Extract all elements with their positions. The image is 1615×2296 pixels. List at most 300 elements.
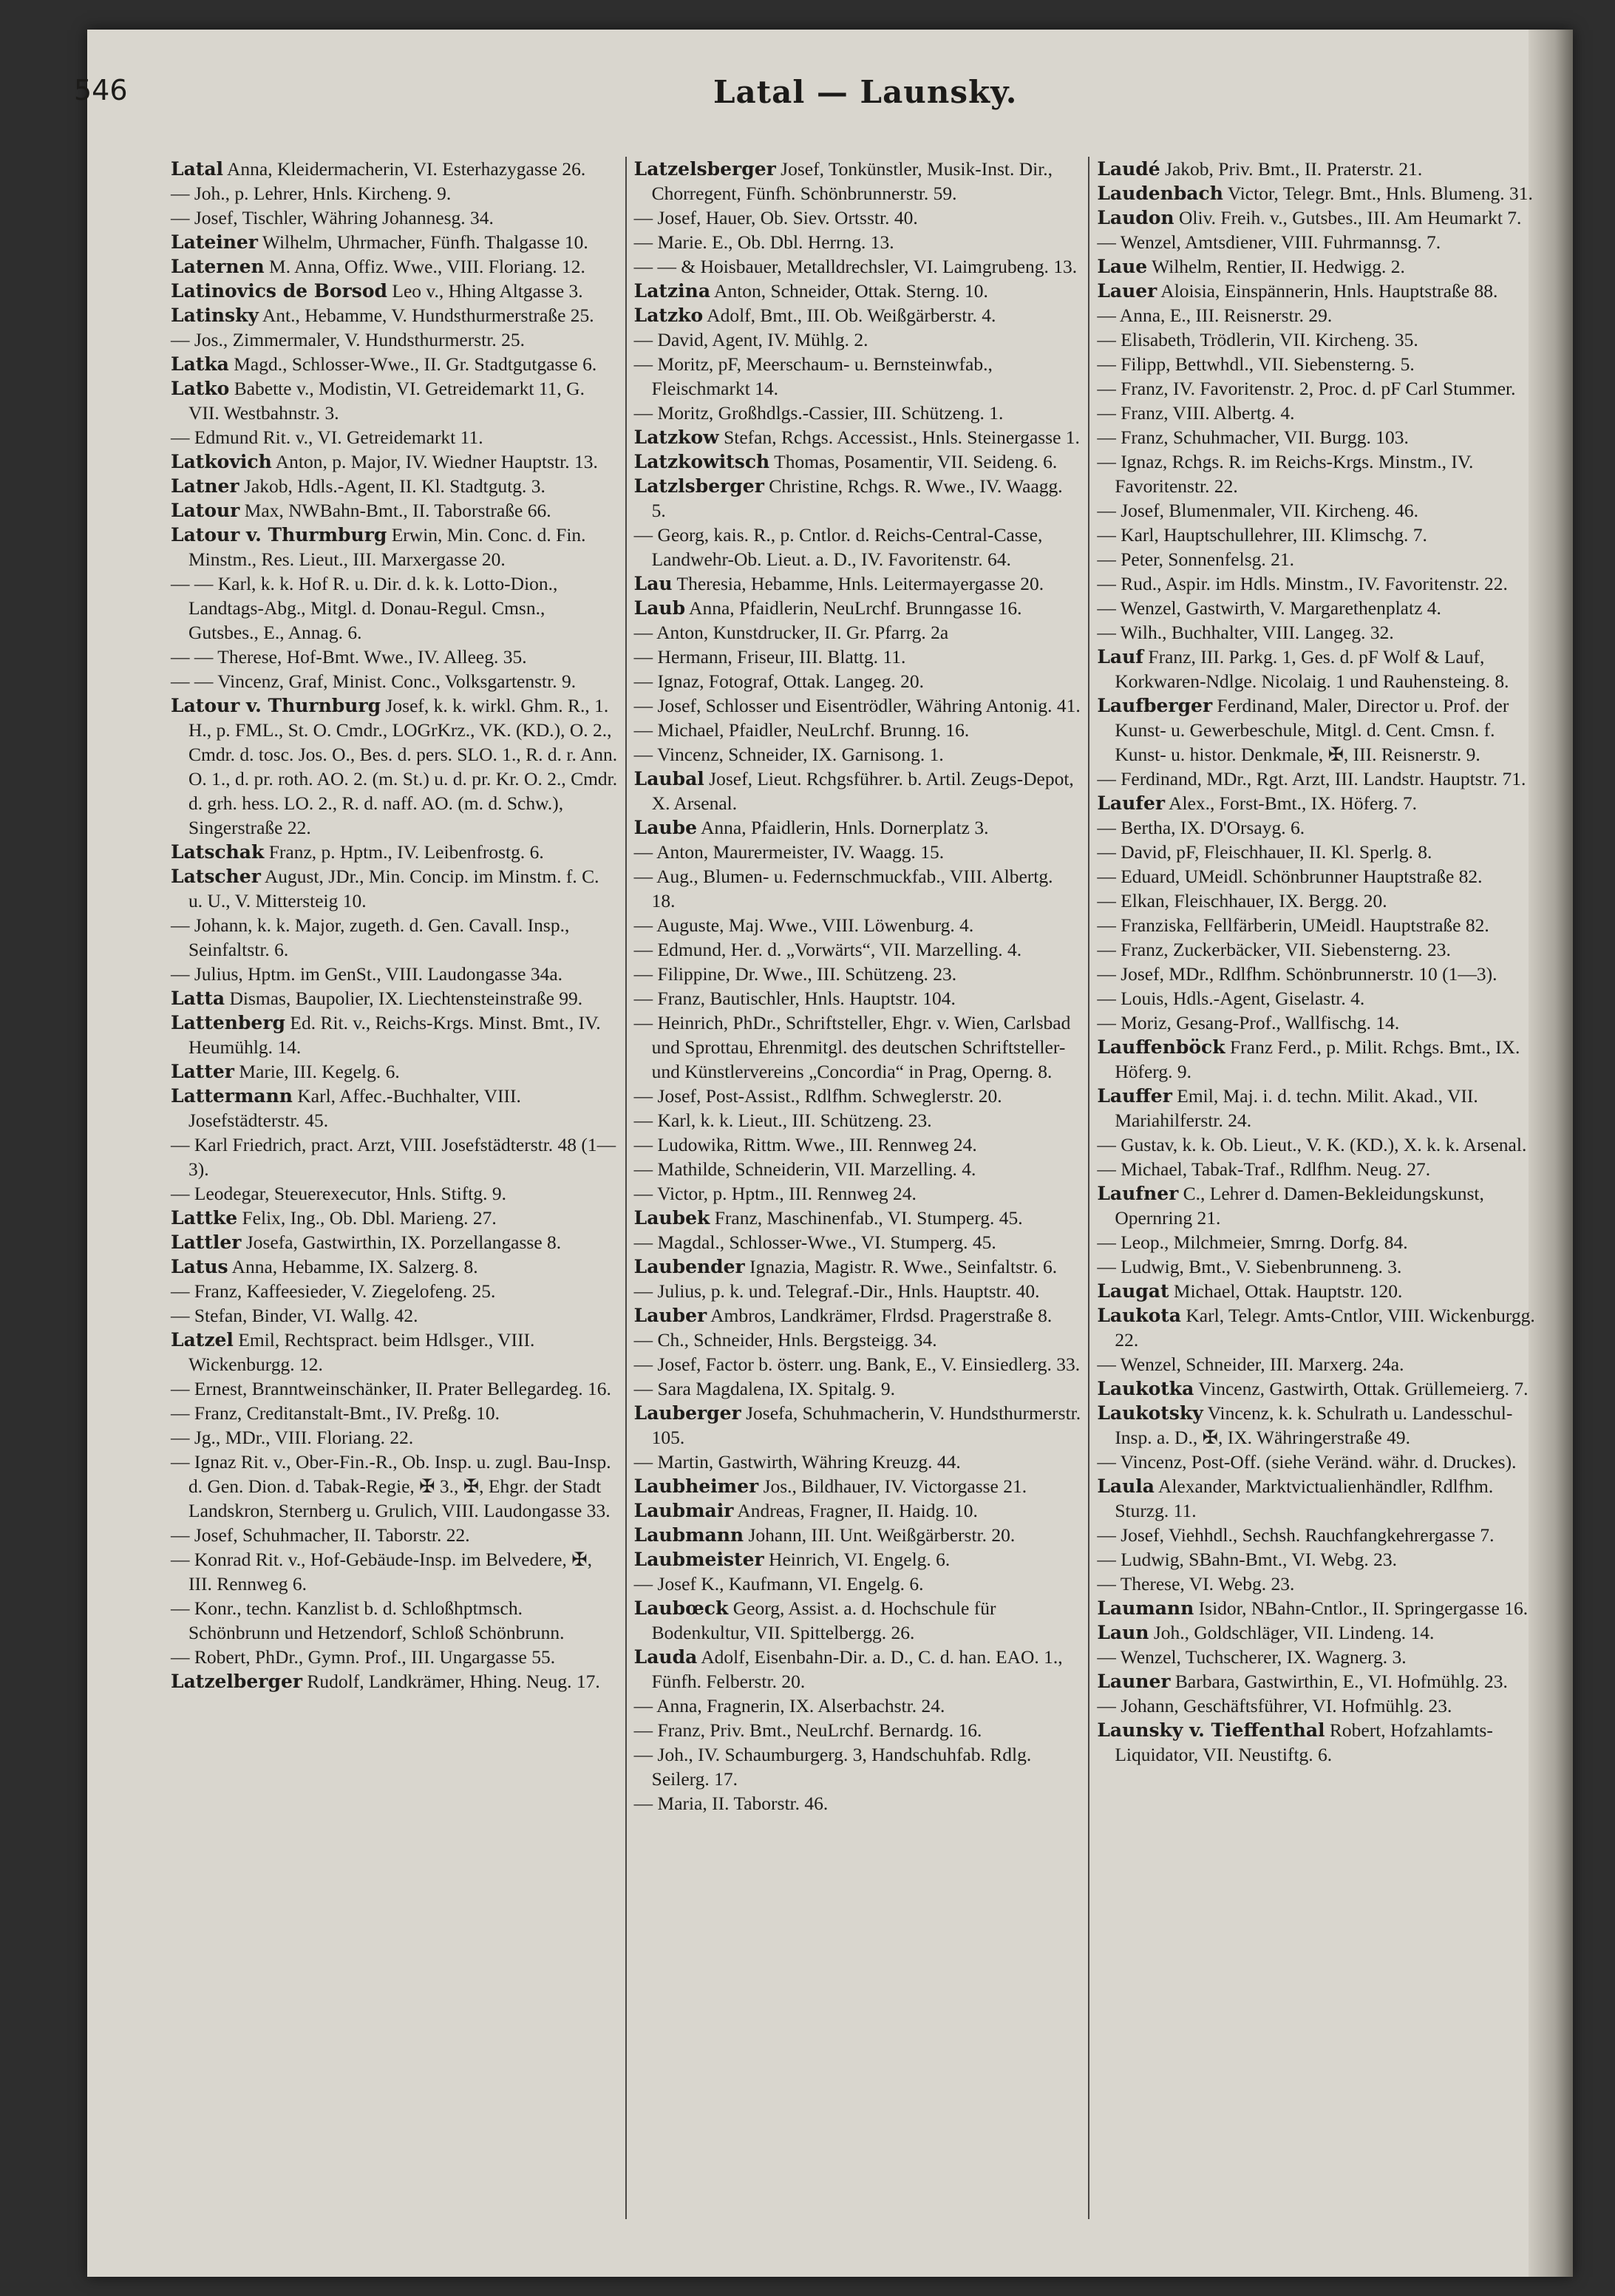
directory-entry [634,279,1081,303]
entry-details: — Franz, Creditanstalt-Bmt., IV. Preßg. 10. [171,1402,500,1424]
directory-entry [1097,767,1544,791]
entry-surname: Latka [171,353,229,375]
entry-details: — Gustav, k. k. Ob. Lieut., V. K. (KD.), X. k. k. Arsenal. [1097,1134,1527,1155]
column-left [166,157,622,2219]
directory-entry [634,474,1081,523]
entry-details: Franz Ferd., p. Milit. Rchgs. Bmt., IX. Höferg. 9. [1115,1036,1520,1082]
entry-details: — Franz, Priv. Bmt., NeuLrchf. Bernardg. 16. [633,1719,982,1741]
entry-surname: Laubender [633,1256,745,1277]
entry-details: Jakob, Hdls.-Agent, II. Kl. Stadtgutg. 3. [239,475,545,497]
page-header [74,74,1523,126]
entry-surname: Laue [1097,256,1148,277]
directory-entry [1097,1254,1544,1279]
directory-entry [171,279,618,303]
directory-entry [1097,230,1544,254]
entry-details: Jakob, Priv. Bmt., II. Praterstr. 21. [1160,158,1423,180]
directory-entry [634,1230,1081,1254]
directory-entry [634,206,1081,230]
entry-details: Max, NWBahn-Bmt., II. Taborstraße 66. [239,500,551,521]
entry-surname: Laubmair [633,1500,734,1521]
entry-surname: Laubek [633,1207,710,1229]
directory-entry [634,937,1081,962]
directory-entry [1097,1376,1544,1401]
entry-details: Adolf, Bmt., III. Ob. Weißgärberstr. 4. [703,305,996,326]
directory-entry [634,1084,1081,1108]
directory-entry [171,157,618,181]
entry-surname: Latinovics de Borsod [171,280,387,302]
directory-entry [1097,864,1544,889]
directory-entry [634,669,1081,693]
entry-surname: Lauffer [1097,1085,1172,1107]
entry-details: — Jg., MDr., VIII. Floriang. 22. [171,1427,414,1448]
entry-details: Emil, Rechtspract. beim Hdlsger., VIII. Wickenburgg. 12. [188,1329,535,1375]
entry-details: — — Karl, k. k. Hof R. u. Dir. d. k. k. Lotto-Dion., Landtags-Abg., Mitgl. d. Donau-Regul. Cmsn., Gutsbes., E., Annag. 6. [171,573,558,643]
directory-entry [634,1376,1081,1401]
entry-details: — Josef, Viehhdl., Sechsh. Rauchfangkehrergasse 7. [1097,1524,1495,1546]
directory-entry [171,1084,618,1132]
entry-details: — Louis, Hdls.-Agent, Giselastr. 4. [1097,988,1365,1009]
entry-details: — Karl, Hauptschullehrer, III. Klimschg. 7. [1097,524,1427,546]
entry-details: — Filipp, Bettwhdl., VII. Siebensterng. 5. [1097,353,1415,375]
entry-details: Karl, Affec.-Buchhalter, VIII. Josefstädterstr. 45. [188,1085,521,1131]
column-divider [1088,157,1089,2219]
directory-entry [634,523,1081,571]
directory-entry [634,1352,1081,1376]
entry-details: Josef, Tonkünstler, Musik-Inst. Dir., Chorregent, Fünfh. Schönbrunnerstr. 59. [651,158,1053,204]
entry-details: — Ludwig, Bmt., V. Siebenbrunneng. 3. [1097,1256,1402,1277]
entry-surname: Latscher [171,866,261,887]
entry-details: Wilhelm, Rentier, II. Hedwigg. 2. [1147,256,1405,277]
entry-surname: Latzkowitsch [633,451,770,472]
entry-details: — Franz, VIII. Albertg. 4. [1097,402,1295,424]
entry-surname: Latus [171,1256,228,1277]
directory-entry [1097,352,1544,376]
entry-details: Ambros, Landkrämer, Flrdsd. Pragerstraße 8. [707,1305,1053,1326]
entry-details: Barbara, Gastwirthin, E., VI. Hofmühlg. 23. [1170,1671,1508,1692]
entry-surname: Latschak [171,841,265,863]
entry-surname: Latour v. Thurnburg [171,695,381,716]
entry-details: — Josef K., Kaufmann, VI. Engelg. 6. [633,1573,924,1594]
entry-surname: Laumann [1097,1597,1194,1619]
entry-details: — Josef, Schlosser und Eisentrödler, Währing Antonig. 41. [633,695,1081,716]
directory-entry [634,815,1081,840]
directory-entry [1097,840,1544,864]
entry-details: Ed. Rit. v., Reichs-Krgs. Minst. Bmt., IV. Heumühlg. 14. [188,1012,601,1058]
entry-details: — Julius, p. k. und. Telegraf.-Dir., Hnls. Hauptstr. 40. [633,1280,1040,1302]
directory-entry [1097,620,1544,645]
entry-surname: Launsky v. Tieffenthal [1097,1719,1325,1741]
directory-entry [634,254,1081,279]
directory-entry [171,1303,618,1328]
entry-surname: Laukota [1097,1305,1182,1326]
directory-entry [634,1254,1081,1279]
entry-details: — Edmund Rit. v., VI. Getreidemarkt 11. [171,427,483,448]
directory-entry [1097,1157,1544,1181]
entry-details: Marie, III. Kegelg. 6. [234,1061,400,1082]
entry-details: — Jos., Zimmermaler, V. Hundsthurmerstr. 25. [171,329,525,350]
directory-entry [1097,1035,1544,1084]
entry-details: — Leodegar, Steuerexecutor, Hnls. Stiftg. 9. [171,1183,507,1204]
entry-details: — Karl Friedrich, pract. Arzt, VIII. Josefstädterstr. 48 (1—3). [171,1134,616,1180]
directory-entry [634,1498,1081,1523]
entry-details: — Moritz, pF, Meerschaum- u. Bernsteinwfab., Fleischmarkt 14. [633,353,993,399]
directory-entry [171,1547,618,1596]
directory-entry [634,986,1081,1011]
directory-entry [1097,1669,1544,1694]
directory-entry [171,962,618,986]
entry-details: — — & Hoisbauer, Metalldrechsler, VI. Laimgrubeng. 13. [633,256,1078,277]
entry-details: Joh., Goldschläger, VII. Lindeng. 14. [1149,1622,1435,1643]
entry-details: — Anna, Fragnerin, IX. Alserbachstr. 24. [633,1695,945,1716]
directory-entry [1097,449,1544,498]
directory-entry [634,1132,1081,1157]
entry-details: — Johann, k. k. Major, zugeth. d. Gen. Cavall. Insp., Seinfaltstr. 6. [171,914,570,960]
directory-entry [634,620,1081,645]
entry-details: Georg, Assist. a. d. Hochschule für Bodenkultur, VII. Spittelbergg. 26. [651,1597,996,1643]
entry-details: — Elisabeth, Trödlerin, VII. Kircheng. 35. [1097,329,1418,350]
directory-entry [634,1108,1081,1132]
entry-details: — Leop., Milchmeier, Smrng. Dorfg. 84. [1097,1232,1408,1253]
entry-surname: Laufner [1097,1183,1179,1204]
directory-entry [171,1450,618,1523]
entry-details: — Ludwig, SBahn-Bmt., VI. Webg. 23. [1097,1549,1398,1570]
directory-entry [171,1523,618,1547]
directory-entry [1097,1450,1544,1474]
directory-entry [1097,1084,1544,1132]
entry-details: — Moritz, Großhdlgs.-Cassier, III. Schützeng. 1. [633,402,1004,424]
directory-entry [1097,1352,1544,1376]
directory-entry [171,1401,618,1425]
entry-details: — Sara Magdalena, IX. Spitalg. 9. [633,1378,896,1399]
directory-entry [171,1645,618,1669]
directory-entry [171,449,618,474]
directory-entry [1097,645,1544,693]
entry-details: — Franz, Bautischler, Hnls. Hauptstr. 104. [633,988,956,1009]
entry-details: Ant., Hebamme, V. Hundsthurmerstraße 25. [258,305,594,326]
directory-entry [1097,962,1544,986]
entry-details: — Wenzel, Schneider, III. Marxerg. 24a. [1097,1354,1404,1375]
directory-entry [171,1376,618,1401]
directory-entry [171,230,618,254]
entry-details: Josefa, Gastwirthin, IX. Porzellangasse 8. [241,1232,562,1253]
entry-details: Johann, III. Unt. Weißgärberstr. 20. [744,1524,1016,1546]
directory-entry [1097,279,1544,303]
entry-details: Victor, Telegr. Bmt., Hnls. Blumeng. 31. [1223,183,1533,204]
directory-entry [1097,1303,1544,1352]
directory-entry [1097,401,1544,425]
directory-entry [171,693,618,840]
directory-entry [171,425,618,449]
column-middle [630,157,1086,2219]
entry-surname: Latkovich [171,451,272,472]
entry-details: — Martin, Gastwirth, Währing Kreuzg. 44. [633,1451,961,1473]
entry-details: — David, pF, Fleischhauer, II. Kl. Sperlg. 8. [1097,841,1432,863]
directory-entry [171,1230,618,1254]
entry-details: — Ernest, Branntweinschänker, II. Prater Bellegardeg. 16. [171,1378,611,1399]
directory-entry [634,1523,1081,1547]
entry-details: — Wilh., Buchhalter, VIII. Langeg. 32. [1097,622,1394,643]
entry-surname: Lateiner [171,231,258,253]
entry-details: Franz, p. Hptm., IV. Leibenfrostg. 6. [264,841,544,863]
directory-entry [1097,1694,1544,1718]
directory-entry [1097,157,1544,181]
entry-surname: Laubal [633,768,704,789]
directory-entry [171,1181,618,1206]
directory-entry [634,327,1081,352]
entry-details: — Mathilde, Schneiderin, VII. Marzelling. 4. [633,1158,976,1180]
entry-details: — Franz, Schuhmacher, VII. Burgg. 103. [1097,427,1409,448]
directory-entry [171,498,618,523]
directory-entry [171,327,618,352]
directory-columns [166,157,1548,2219]
entry-details: — Franziska, Fellfärberin, UMeidl. Hauptstraße 82. [1097,914,1489,936]
directory-entry [1097,376,1544,401]
directory-entry [171,645,618,669]
entry-details: Josef, k. k. wirkl. Ghm. R., 1. H., p. FML., St. O. Cmdr., LOGrKrz., VK. (KD.), O. 2., Cmdr. d. tosc. Jos. O., Bes. d. pers. SLO. 1., R. d. r. Ann. O. 1., d. pr. roth. AO. 2. (m. St.) u. d. pr. Kr. O. 2., Cmdr. d. grh. hess. LO. 2., R. d. naff. AO. (m. d. Schw.), Singerstraße 22. [188,695,618,838]
entry-details: Michael, Ottak. Hauptstr. 120. [1169,1280,1403,1302]
directory-entry [634,449,1081,474]
entry-details: — Michael, Tabak-Traf., Rdlfhm. Neug. 27. [1097,1158,1431,1180]
entry-details: Josefa, Schuhmacherin, V. Hundsthurmerstr. 105. [651,1402,1081,1448]
directory-entry [171,1669,618,1694]
entry-details: — Georg, kais. R., p. Cntlor. d. Reichs-Central-Casse, Landwehr-Ob. Lieut. a. D., IV. Favoritenstr. 64. [633,524,1043,570]
directory-entry [171,352,618,376]
entry-details: Christine, Rchgs. R. Wwe., IV. Waagg. 5. [651,475,1063,521]
entry-surname: Latzina [633,280,711,302]
entry-surname: Laub [633,597,686,619]
entry-details: Dismas, Baupolier, IX. Liechtensteinstraße 99. [225,988,583,1009]
directory-entry [1097,693,1544,767]
entry-surname: Latta [171,988,225,1009]
column-divider [625,157,627,2219]
entry-surname: Latzel [171,1329,234,1351]
entry-surname: Lauda [633,1646,698,1668]
entry-details: — Marie. E., Ob. Dbl. Herrng. 13. [633,231,894,253]
entry-surname: Lauber [633,1305,707,1326]
entry-details: Anna, Pfaidlerin, Hnls. Dornerplatz 3. [697,817,989,838]
entry-surname: Lattke [171,1207,238,1229]
entry-surname: Laun [1097,1622,1149,1643]
directory-entry [171,1254,618,1279]
directory-entry [171,376,618,425]
directory-entry [634,1596,1081,1645]
entry-surname: Lattermann [171,1085,293,1107]
directory-entry [634,352,1081,401]
entry-surname: Lauer [1097,280,1157,302]
directory-entry [1097,913,1544,937]
entry-details: M. Anna, Offiz. Wwe., VIII. Floriang. 12. [264,256,585,277]
entry-details: Theresia, Hebamme, Hnls. Leitermayergasse 20. [672,573,1044,594]
entry-details: — Joh., IV. Schaumburgerg. 3, Handschuhfab. Rdlg. Seilerg. 17. [633,1744,1032,1790]
directory-entry [1097,937,1544,962]
directory-entry [171,1596,618,1645]
directory-entry [634,1474,1081,1498]
entry-surname: Laufberger [1097,695,1213,716]
entry-details: — Michael, Pfaidler, NeuLrchf. Brunng. 16. [633,719,970,741]
directory-entry [171,571,618,645]
entry-details: — Julius, Hptm. im GenSt., VIII. Laudongasse 34a. [171,963,563,985]
entry-details: Rudolf, Landkrämer, Hhing. Neug. 17. [302,1671,600,1692]
directory-entry [1097,791,1544,815]
entry-details: Stefan, Rchgs. Accessist., Hnls. Steinergasse 1. [718,427,1080,448]
directory-entry [634,767,1081,815]
directory-entry [171,1328,618,1376]
entry-details: — Ch., Schneider, Hnls. Bergsteigg. 34. [633,1329,937,1351]
entry-surname: Latzelsberger [633,158,776,180]
directory-entry [634,1328,1081,1352]
directory-entry [1097,1718,1544,1767]
entry-details: — Franz, Zuckerbäcker, VII. Siebensterng. 23. [1097,939,1451,960]
directory-entry [1097,303,1544,327]
directory-entry [1097,498,1544,523]
directory-entry [634,1694,1081,1718]
entry-details: — Ignaz, Fotograf, Ottak. Langeg. 20. [633,670,924,692]
directory-entry [634,840,1081,864]
directory-entry [171,523,618,571]
entry-details: Anton, p. Major, IV. Wiedner Hauptstr. 13. [271,451,598,472]
entry-details: — Vincenz, Schneider, IX. Garnisong. 1. [633,744,944,765]
entry-details: Oliv. Freih. v., Gutsbes., III. Am Heumarkt 7. [1174,207,1522,228]
entry-surname: Latzkow [633,427,719,448]
entry-details: — Karl, k. k. Lieut., III. Schützeng. 23. [633,1110,932,1131]
entry-details: — Moriz, Gesang-Prof., Wallfischg. 14. [1097,1012,1400,1033]
directory-entry [634,645,1081,669]
running-head: Latal — Launsky. [713,74,1018,110]
entry-details: Babette v., Modistin, VI. Getreidemarkt 11, G. VII. Westbahnstr. 3. [188,378,585,424]
entry-details: — Victor, p. Hptm., III. Rennweg 24. [633,1183,917,1204]
entry-details: — Heinrich, PhDr., Schriftsteller, Ehgr. v. Wien, Carlsbad und Sprottau, Ehrenmitgl. des deutschen Schriftsteller- und Künstlervereins „Concordia“ in Prag, Operng. 8. [633,1012,1071,1082]
directory-entry [634,1450,1081,1474]
directory-entry [1097,1181,1544,1230]
entry-surname: Laufer [1097,792,1166,814]
directory-entry [171,669,618,693]
entry-details: Alex., Forst-Bmt., IX. Höferg. 7. [1165,792,1418,814]
directory-entry [171,1206,618,1230]
directory-entry [634,157,1081,206]
entry-details: Anton, Schneider, Ottak. Sterng. 10. [710,280,988,302]
entry-surname: Lattenberg [171,1012,285,1033]
entry-details: — Ignaz Rit. v., Ober-Fin.-R., Ob. Insp. u. zugl. Bau-Insp. d. Gen. Dion. d. Tabak-Regie, ✠ 3., ✠, Ehgr. der Stadt Landskron, Sternberg u. Grulich, VIII. Laudongasse 33. [171,1451,611,1521]
directory-entry [634,1279,1081,1303]
entry-details: — Wenzel, Tuchscherer, IX. Wagnerg. 3. [1097,1646,1407,1668]
entry-surname: Laudon [1097,207,1174,228]
entry-surname: Laubheimer [633,1475,759,1497]
directory-entry [634,401,1081,425]
entry-surname: Laubmeister [633,1549,764,1570]
directory-entry [171,864,618,913]
entry-details: Anna, Pfaidlerin, NeuLrchf. Brunngasse 16. [685,597,1022,619]
entry-details: Anna, Hebamme, IX. Salzerg. 8. [228,1256,478,1277]
entry-details: — Auguste, Maj. Wwe., VIII. Löwenburg. 4. [633,914,974,936]
directory-entry [634,693,1081,718]
directory-entry [634,962,1081,986]
entry-details: Alexander, Marktvictualienhändler, Rdlfhm. Sturzg. 11. [1115,1475,1494,1521]
directory-entry [1097,596,1544,620]
directory-entry [1097,1620,1544,1645]
entry-details: — Magdal., Schlosser-Wwe., VI. Stumperg. 45. [633,1232,996,1253]
entry-details: Felix, Ing., Ob. Dbl. Marieng. 27. [237,1207,497,1229]
directory-entry [1097,1596,1544,1620]
directory-entry [171,913,618,962]
entry-details: — Vincenz, Post-Off. (siehe Veränd. währ. d. Druckes). [1097,1451,1517,1473]
entry-details: Leo v., Hhing Altgasse 3. [387,280,583,302]
entry-details: — Robert, PhDr., Gymn. Prof., III. Ungargasse 55. [171,1646,556,1668]
entry-surname: Laukotsky [1097,1402,1203,1424]
entry-details: — Wenzel, Amtsdiener, VIII. Fuhrmannsg. 7. [1097,231,1441,253]
entry-details: — David, Agent, IV. Mühlg. 2. [633,329,868,350]
entry-surname: Laube [633,817,697,838]
entry-details: Isidor, NBahn-Cntlor., II. Springergasse 16. [1194,1597,1529,1619]
directory-entry [634,718,1081,742]
directory-entry [634,1742,1081,1791]
entry-details: — Hermann, Friseur, III. Blattg. 11. [633,646,906,668]
directory-entry [171,1425,618,1450]
entry-details: — Bertha, IX. D'Orsayg. 6. [1097,817,1305,838]
entry-details: — Stefan, Binder, VI. Wallg. 42. [171,1305,418,1326]
entry-details: — Maria, II. Taborstr. 46. [633,1793,829,1814]
directory-entry [1097,1523,1544,1547]
directory-entry [1097,425,1544,449]
entry-details: Thomas, Posamentir, VII. Seideng. 6. [769,451,1058,472]
entry-details: — Josef, Hauer, Ob. Siev. Ortsstr. 40. [633,207,918,228]
entry-details: — Peter, Sonnenfelsg. 21. [1097,548,1295,570]
entry-details: — — Therese, Hof-Bmt. Wwe., IV. Alleeg. 35. [171,646,527,668]
entry-details: — Franz, Kaffeesieder, V. Ziegelofeng. 25. [171,1280,496,1302]
entry-details: — Josef, Schuhmacher, II. Taborstr. 22. [171,1524,470,1546]
directory-entry [1097,1279,1544,1303]
directory-entry [1097,889,1544,913]
entry-details: — Filippine, Dr. Wwe., III. Schützeng. 23. [633,963,957,985]
directory-entry [634,596,1081,620]
directory-entry [634,1206,1081,1230]
entry-surname: Laudenbach [1097,183,1223,204]
entry-details: Jos., Bildhauer, IV. Victorgasse 21. [758,1475,1027,1497]
entry-details: — — Vincenz, Graf, Minist. Conc., Volksgartenstr. 9. [171,670,577,692]
directory-entry [634,913,1081,937]
entry-surname: Latinsky [171,305,259,326]
entry-details: Ferdinand, Maler, Director u. Prof. der Kunst- u. Gewerbeschule, Mitgl. d. Cent. Cmsn. f. Kunst- u. histor. Denkmale, ✠, III. Reisnerstr. 9. [1115,695,1509,765]
entry-surname: Laternen [171,256,265,277]
directory-entry [634,425,1081,449]
directory-entry [171,986,618,1011]
entry-details: — Josef, Blumenmaler, VII. Kircheng. 46. [1097,500,1419,521]
entry-details: — Franz, IV. Favoritenstr. 2, Proc. d. pF Carl Stummer. [1097,378,1516,399]
entry-surname: Latner [171,475,239,497]
directory-entry [1097,547,1544,571]
directory-entry [1097,1011,1544,1035]
entry-details: Franz, Maschinenfab., VI. Stumperg. 45. [710,1207,1023,1229]
directory-entry [1097,815,1544,840]
directory-entry [171,254,618,279]
entry-details: — Joh., p. Lehrer, Hnls. Kircheng. 9. [171,183,452,204]
entry-details: — Josef, MDr., Rdlfhm. Schönbrunnerstr. 10 (1—3). [1097,963,1497,985]
entry-details: Anna, Kleidermacherin, VI. Esterhazygasse 26. [223,158,586,180]
directory-entry [634,303,1081,327]
entry-details: — Anna, E., III. Reisnerstr. 29. [1097,305,1333,326]
entry-details: C., Lehrer d. Damen-Bekleidungskunst, Opernring 21. [1115,1183,1484,1229]
entry-details: Aloisia, Einspännerin, Hnls. Hauptstraße 88. [1157,280,1498,302]
directory-entry [171,840,618,864]
entry-details: August, JDr., Min. Concip. im Minstm. f. C. u. U., V. Mittersteig 10. [188,866,599,911]
entry-surname: Latal [171,158,224,180]
directory-entry [634,571,1081,596]
directory-entry [634,1181,1081,1206]
entry-surname: Laukotka [1097,1378,1194,1399]
entry-surname: Latour [171,500,240,521]
directory-entry [171,1132,618,1181]
entry-details: — Josef, Factor b. österr. ung. Bank, E., V. Einsiedlerg. 33. [633,1354,1081,1375]
entry-details: — Josef, Tischler, Währing Johannesg. 34. [171,207,494,228]
